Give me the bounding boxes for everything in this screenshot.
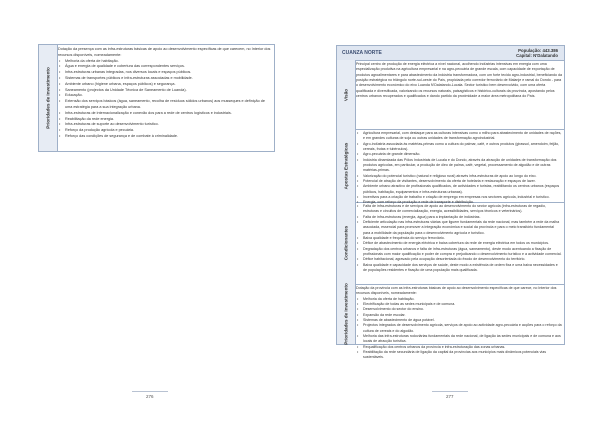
list-item: • Falta de infra-estruturas (energia, água) para a implantação de indústrias. [363, 215, 562, 220]
list-item: • Saneamento (projectos da Unidade Técnica de Saneamento de Luanda). [65, 88, 272, 94]
section-content [356, 62, 562, 99]
list-item: • Deficiente articulação nas infra-estruturas viárias que liguem fundamentais da rede nacional, mas também a rede da malha associada, essencial para promover a integração económica e social da província e para o meio transitório fundamental para a mobilidade da população para o desenvolvimento agrícola e turístico. [363, 220, 562, 236]
constraints-list [356, 204, 562, 273]
section-side-label [39, 45, 58, 151]
list-item: • Melhoria das infra-estruturas rodoviárias fundamentais da rede nacional, de ligação às sedes municipais e de comuna e aos locais de atracção turística. [363, 334, 562, 345]
section-content [356, 131, 562, 206]
list-item: • Agro-indústria associada às matérias-primas como a cultura do palmar, café, e outros produtos (girassol, amendoim, feijão, cereais, frutas e tubérculos). [363, 142, 562, 153]
list-item: • Reforço das condições de segurança e de combate à criminalidade. [65, 134, 272, 140]
section-investment-priorities [336, 283, 565, 360]
list-item: • Reabilitação da rede energia. [65, 117, 272, 123]
list-item: • Défice de abastecimento de energia eléctrica e baixa cobertura da rede de energia eléctrica em todos os municípios. [363, 241, 562, 246]
list-item: • Requalificação dos centros urbanos da província e infra-estruturação das zonas urbanas. [363, 345, 562, 350]
list-item: • Agro-pecuária de grande dimensão. [363, 152, 562, 157]
section-vision [336, 60, 565, 130]
section-content [356, 204, 562, 273]
list-item: • Melhoria da oferta de habitação. [65, 59, 272, 65]
list-item: • Sistemas de abastecimento de água potável. [363, 318, 562, 323]
list-item: • Ambiente urbano (higiene urbana, espaços públicos) e segurança. [65, 82, 272, 88]
section-content [356, 286, 562, 361]
province-title: CUANZA NORTE [342, 50, 382, 56]
section-intro: Dotação da província com as infra-estruturas básicas de apoio ao desenvolvimento específicas de que carece, no Interior dos recursos disponíveis, nomeadamente: [356, 286, 557, 296]
investment-priorities-list [356, 297, 562, 361]
list-item: • Défice habitacional, agravado pela ocupação desorientada do êxodo de desenvolvimento do território. [363, 257, 562, 262]
list-item: • Incentivos para a criação de trabalho e criação de emprego em empresas nos sectores agrícola, industrial e turístico. [363, 195, 562, 200]
list-item: • Infra-estruturas de suporte ao desenvolvimento turístico. [65, 122, 272, 128]
list-item: • Melhoria da oferta de habitação. [363, 297, 562, 302]
section-label: Prioridades de Investimento [343, 283, 349, 345]
page-number-right: 277 [446, 394, 454, 399]
province-header [336, 45, 565, 61]
list-item: • Electrificação de todas as sedes municipais e de comuna. [363, 302, 562, 307]
section-label: Condicionantes [343, 225, 349, 261]
section-side-label [337, 129, 356, 202]
list-item: • Indústria dinamizada das Pólos Industriais de Lucala e do Dondo, através da atracção de unidades de transformação dos produtos agrícolas, em particular, a produção de óleo de palma, café, vegetal, processamento de algodão e de outras matérias-primas. [363, 158, 562, 174]
section-label: Apostas Estratégicas [343, 142, 349, 189]
section-content [58, 47, 272, 140]
list-item: • Baixa qualidade e capacidade dos serviços de saúde, deste modo a existência de ordem fixa e uma baixa necessidades e de populações residentes e fixação de uma população mais qualificada. [363, 263, 562, 274]
list-item: • Baixa qualidade e frequência do serviço ferroviário. [363, 236, 562, 241]
list-item: • Infra-estruturas de internacionalização e conexão dos para a rede de centros logísticos e industriais. [65, 111, 272, 117]
list-item: • Água e energia de qualidade e cobertura das correspondentes serviços. [65, 64, 272, 70]
section-side-label [337, 284, 356, 344]
list-item: • Projectos integrados de desenvolvimento agrícola, serviços de apoio ao actividade agro-pecuária e acções para o reforço da cultura de cereais e do algodão. [363, 323, 562, 334]
investment-priorities-table [38, 44, 275, 152]
province-stats [516, 48, 558, 59]
list-item: • Extensão dos serviços básicos (água, saneamento, recolha de resíduos sólidos urbanos) aos musseques e definição de uma estratégia para a sua integração urbana. [65, 99, 272, 111]
list-item: • Expansão da rede escolar. [363, 313, 562, 318]
list-item: • Desenvolvimento do sector do ensino. [363, 307, 562, 312]
list-item: • Reforço da produção agrícola e pecuária. [65, 128, 272, 134]
list-item: • Falta de infra-estruturas e de serviços de apoio ao desenvolvimento do sector agrícola (infra-estruturas de regadio, estruturas e circuitos de comercialização, energia, acessibilidades, serviços técnicos e veterinários). [363, 204, 562, 215]
list-item: • Valorização do potencial turístico (natural e religioso rural) através infra-estruturas de apoio ao longo do eixo. [363, 174, 562, 179]
section-label: Visão [343, 88, 349, 101]
list-item: • Degradação dos centros urbanos e falta de infra-estruturas (água, saneamento), deste modo acentuando a fixação de profissionais com maior qualificação e poder de compra e prejudicando o desenvolvimento turístico e a actividade comercial. [363, 247, 562, 258]
section-intro: Principal centro de produção de energia eléctrica a nível nacional, acolhendo indústrias intensivas em energia com uma especialização produtiva na agricultura empresarial e na agro-pecuária de grande escala, com capacidade de exportação de produtos agroalimentares e para abastecimento da indústria transformadora, com um forte tecido agro-industrial, beneficiando da posição estratégica no triângulo norte-sul-oeste do País, propiciada pelo corredor ferroviário de Malanje e ramal do Dondo - para o desenvolvimento económico do eixo Luanda N'Dalatando-Lucala. Sector turístico bem desenvolvido, com uma oferta qualificada e diversificada, valorizando os recursos naturais, paisagísticos e histórico-culturais da província, apostando pelos centros urbanos recuperados e qualificados e dando partido da proximidade a maior área metropolitana do País. [356, 62, 562, 99]
capital-label: Capital: N'Dalatando [516, 53, 558, 59]
section-intro: Dotação da presença com as infra-estruturas básicas de apoio ao desenvolvimento específicas de que carecem, no Interior dos recursos disponíveis, nomeadamente: [58, 47, 271, 57]
list-item: • Sistemas de transportes públicos e infra-estruturas associadas e mobilidade. [65, 76, 272, 82]
strategic-bets-list [356, 131, 562, 206]
list-item: • Reabilitação da rede secundária de ligação da capital da províncias aos municípios mais dinâmicos potenciais vias sustentáveis. [363, 350, 562, 361]
section-strategic-bets [336, 129, 565, 203]
list-item: • Infra-estruturas urbanas integradas, nos diversos locais e espaços públicos. [65, 70, 272, 76]
priority-list [58, 59, 272, 140]
section-constraints [336, 202, 565, 285]
list-item: • Agricultura empresarial, com destaque para as culturas intensivas como o milho para abastecimento de unidades de rações, e em grandes culturas de soja ou outras unidades de transformação agroindustrial. [363, 131, 562, 142]
page-number: 276 [146, 394, 154, 399]
section-side-label [337, 60, 356, 129]
list-item: • Energia, com reforço da produção e rede de transporte e distribuição. [363, 200, 562, 205]
list-item: • Educação. [65, 93, 272, 99]
section-label: Prioridades de Investimento [45, 67, 51, 129]
list-item: • Potencial de atração de visitantes, desenvolvimento da oferta de hotelaria e restauração e espaços de lazer. [363, 179, 562, 184]
list-item: • Ambiente urbano atractivo de profissionais qualificados, de actividades e turistas, reabilitando os centros urbanos (espaços públicos, habitação, equipamentos e infra-estruturas urbanas). [363, 184, 562, 195]
section-side-label [337, 202, 356, 284]
population-label: População: 443.386 [518, 48, 558, 53]
